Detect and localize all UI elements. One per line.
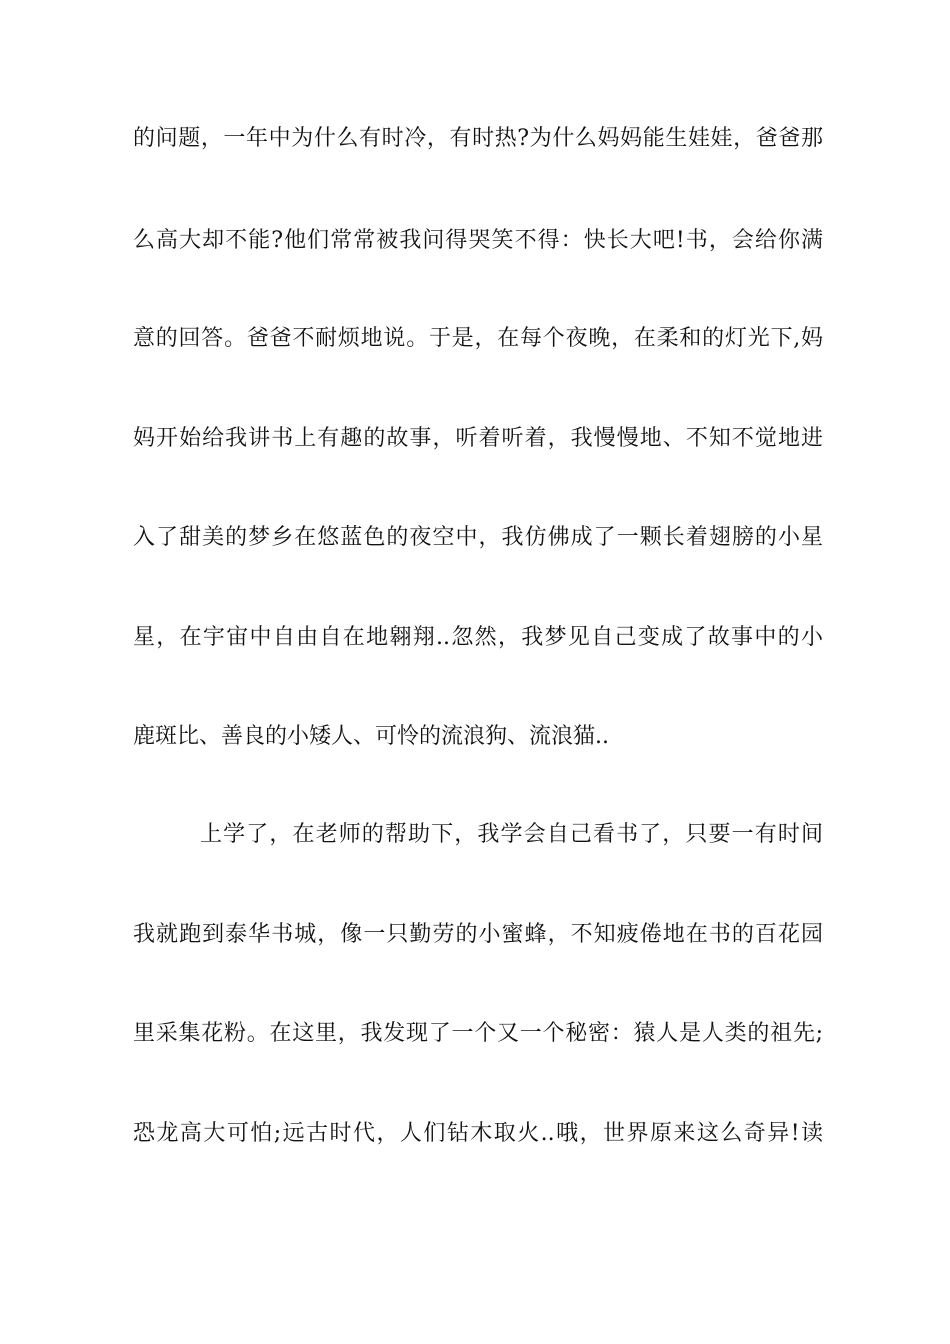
text-line-10: 里采集花粉。在这里，我发现了一个又一个秘密：猿人是人类的祖先; [133,1021,823,1046]
text-line-1: 的问题，一年中为什么有时冷，有时热?为什么妈妈能生娃娃，爸爸那 [133,126,823,151]
text-line-11: 恐龙高大可怕;远古时代，人们钻木取火..哦，世界原来这么奇异!读 [133,1121,823,1146]
text-line-6: 星，在宇宙中自由自在地翱翔..忽然，我梦见自己变成了故事中的小 [133,625,823,650]
paragraph-start-line: 上学了，在老师的帮助下，我学会自己看书了，只要一有时间 [200,822,823,847]
text-line-7: 鹿斑比、善良的小矮人、可怜的流浪狗、流浪猫.. [133,724,609,749]
text-line-4: 妈开始给我讲书上有趣的故事，听着听着，我慢慢地、不知不觉地进 [133,426,823,451]
text-line-3: 意的回答。爸爸不耐烦地说。于是，在每个夜晚，在柔和的灯光下,妈 [133,326,823,351]
text-line-5: 入了甜美的梦乡在悠蓝色的夜空中，我仿佛成了一颗长着翅膀的小星 [133,525,823,550]
text-line-9: 我就跑到泰华书城，像一只勤劳的小蜜蜂，不知疲倦地在书的百花园 [133,922,823,947]
text-line-2: 么高大却不能?他们常常被我问得哭笑不得：快长大吧!书，会给你满 [133,228,823,253]
